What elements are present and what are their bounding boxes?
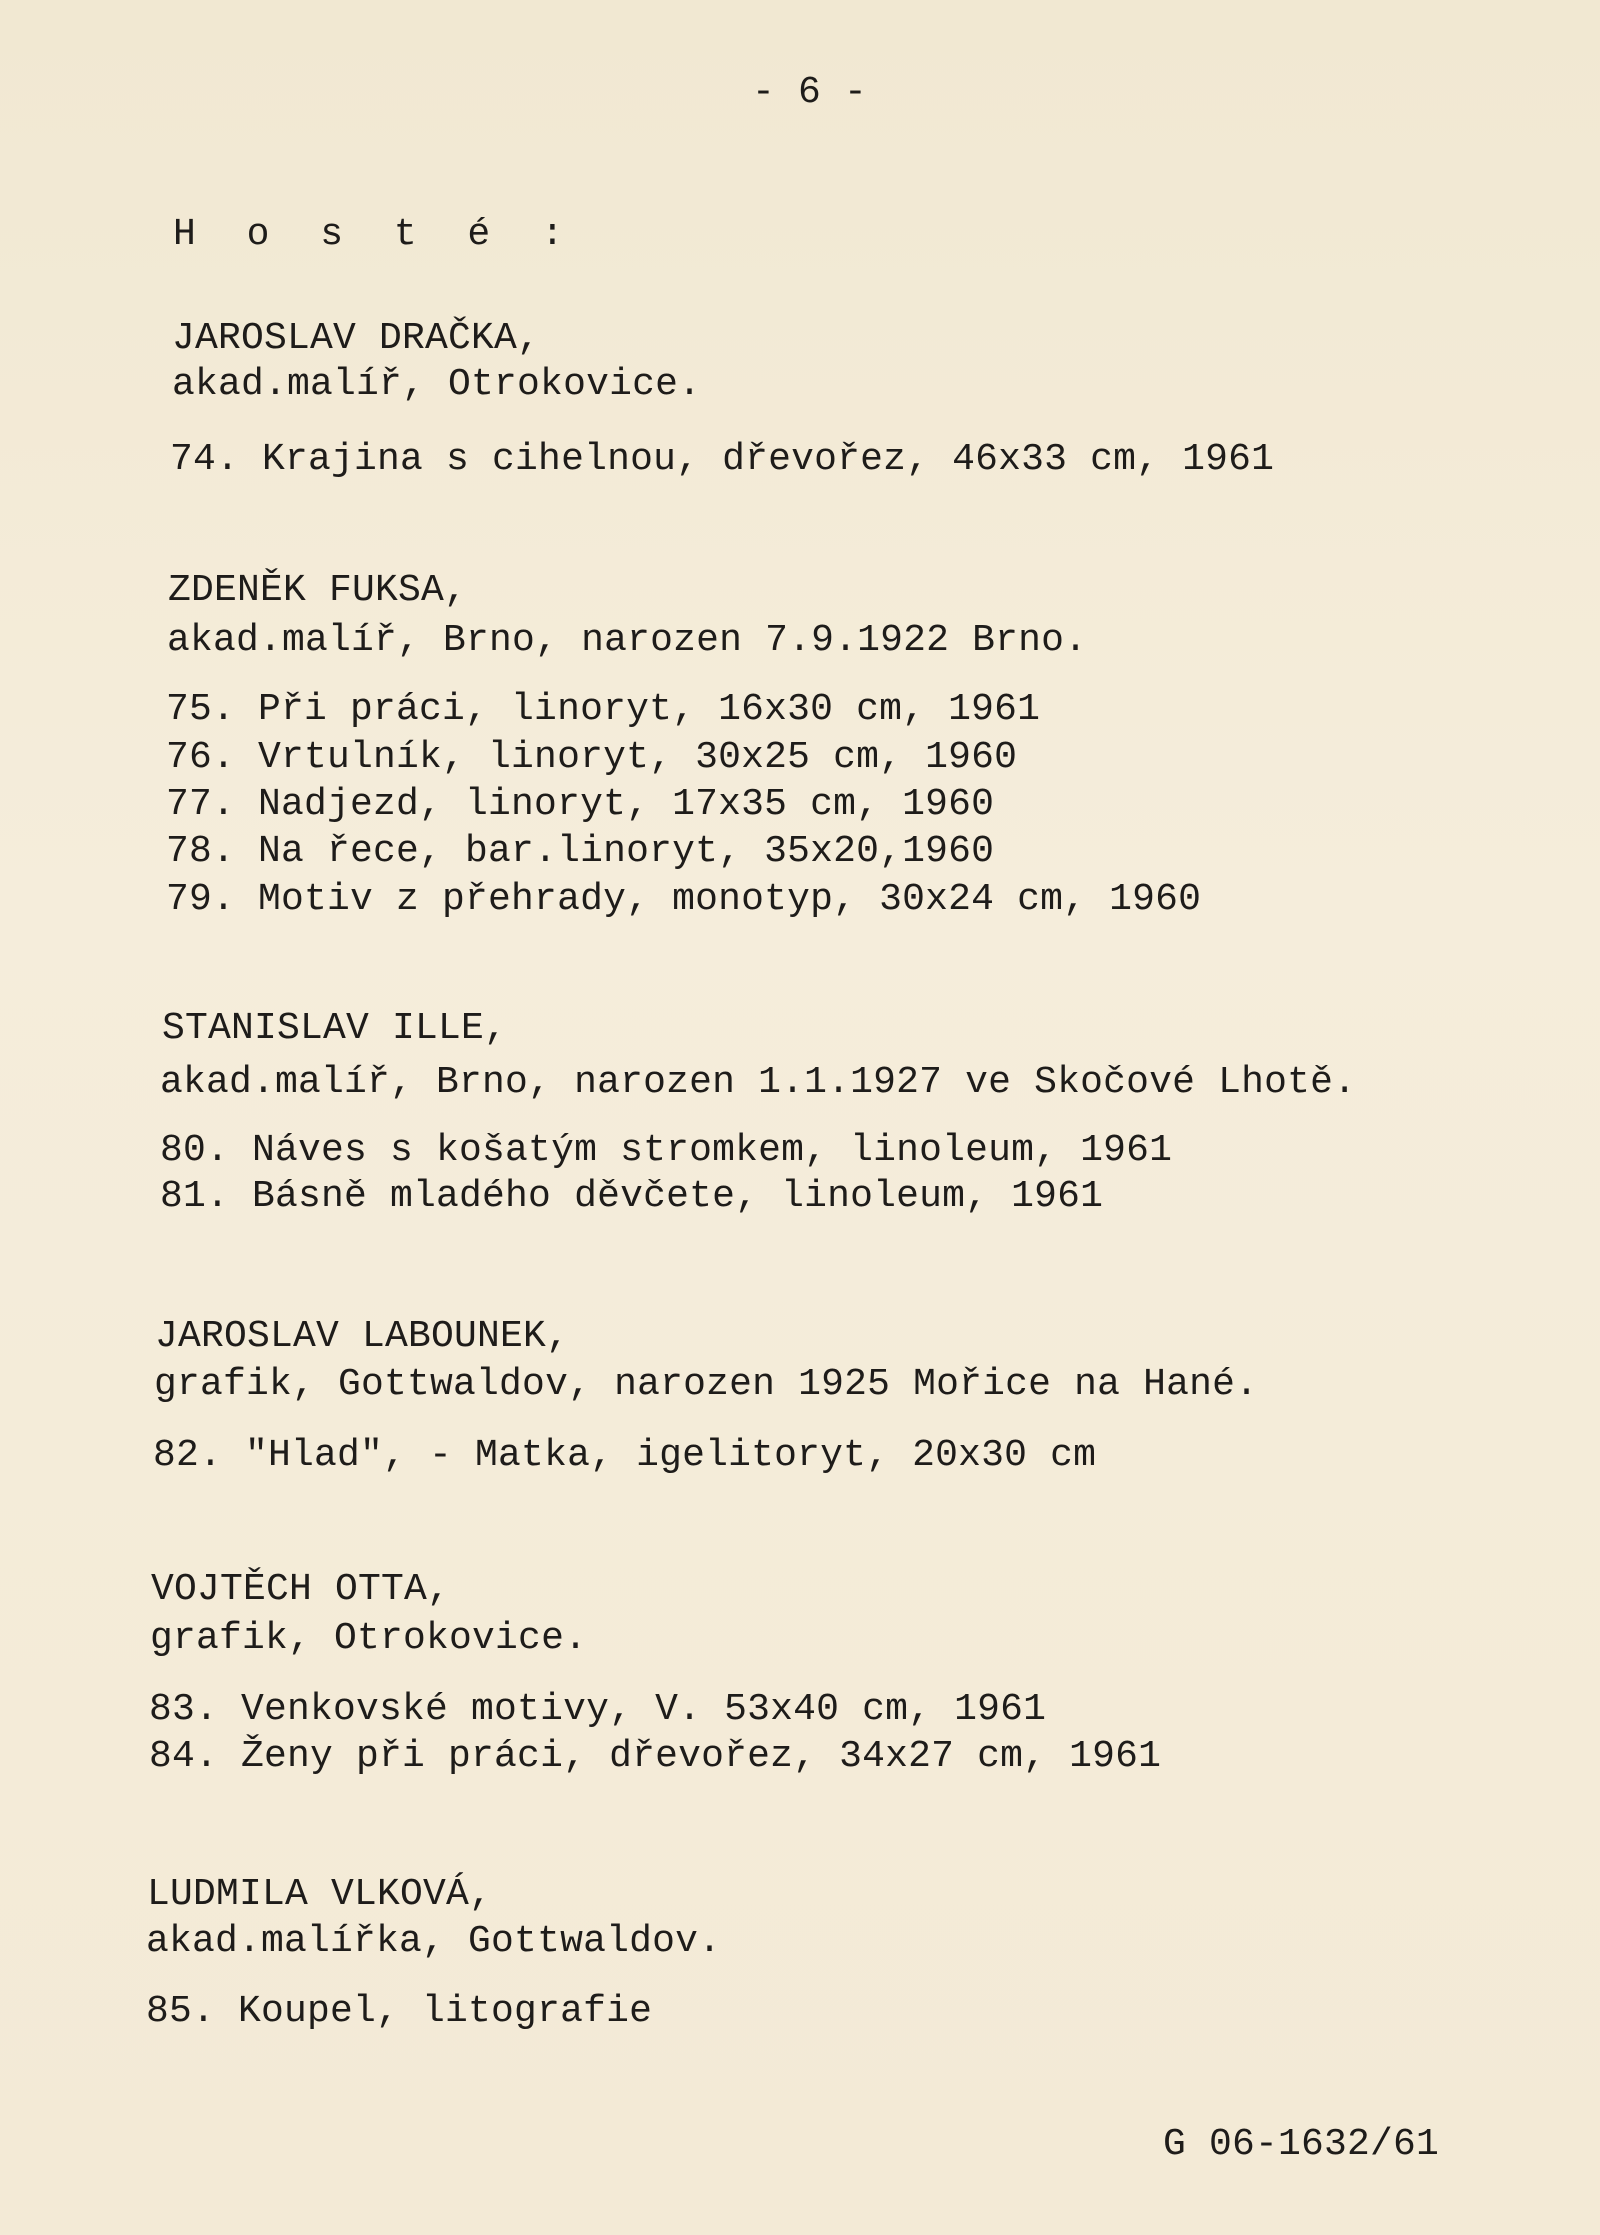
work-item: 80. Náves s košatým stromkem, linoleum, 1961 <box>160 1129 1173 1172</box>
footer-code: G 06-1632/61 <box>1163 2123 1440 2166</box>
work-item: 74. Krajina s cihelnou, dřevořez, 46x33 cm, 1961 <box>170 438 1275 481</box>
artist-info: akad.malířka, Gottwaldov. <box>146 1920 722 1963</box>
work-item: 83. Venkovské motivy, V. 53x40 cm, 1961 <box>149 1688 1047 1731</box>
work-item: 82. "Hlad", - Matka, igelitoryt, 20x30 cm <box>153 1434 1097 1477</box>
artist-info: grafik, Gottwaldov, narozen 1925 Mořice na Hané. <box>154 1363 1259 1406</box>
work-item: 77. Nadjezd, linoryt, 17x35 cm, 1960 <box>166 783 995 826</box>
work-item: 85. Koupel, litografie <box>146 1990 653 2033</box>
work-item: 76. Vrtulník, linoryt, 30x25 cm, 1960 <box>166 736 1018 779</box>
artist-name: ZDENĚK FUKSA, <box>168 569 468 612</box>
artist-info: akad.malíř, Brno, narozen 1.1.1927 ve Skočové Lhotě. <box>160 1061 1357 1104</box>
artist-name: JAROSLAV DRAČKA, <box>172 317 541 360</box>
artist-info: akad.malíř, Otrokovice. <box>172 363 702 406</box>
work-item: 78. Na řece, bar.linoryt, 35x20,1960 <box>166 830 995 873</box>
section-title: H o s t é : <box>173 213 578 256</box>
artist-info: akad.malíř, Brno, narozen 7.9.1922 Brno. <box>167 619 1088 662</box>
artist-name: STANISLAV ILLE, <box>162 1007 508 1050</box>
work-item: 75. Při práci, linoryt, 16x30 cm, 1961 <box>166 688 1041 731</box>
work-item: 79. Motiv z přehrady, monotyp, 30x24 cm, 1960 <box>166 878 1202 921</box>
work-item: 84. Ženy při práci, dřevořez, 34x27 cm, 1961 <box>149 1735 1162 1778</box>
artist-info: grafik, Otrokovice. <box>150 1617 588 1660</box>
work-item: 81. Básně mladého děvčete, linoleum, 1961 <box>160 1175 1104 1218</box>
artist-name: JAROSLAV LABOUNEK, <box>155 1315 570 1358</box>
page-number: - 6 - <box>752 71 868 114</box>
artist-name: LUDMILA VLKOVÁ, <box>147 1873 493 1916</box>
artist-name: VOJTĚCH OTTA, <box>151 1568 451 1611</box>
